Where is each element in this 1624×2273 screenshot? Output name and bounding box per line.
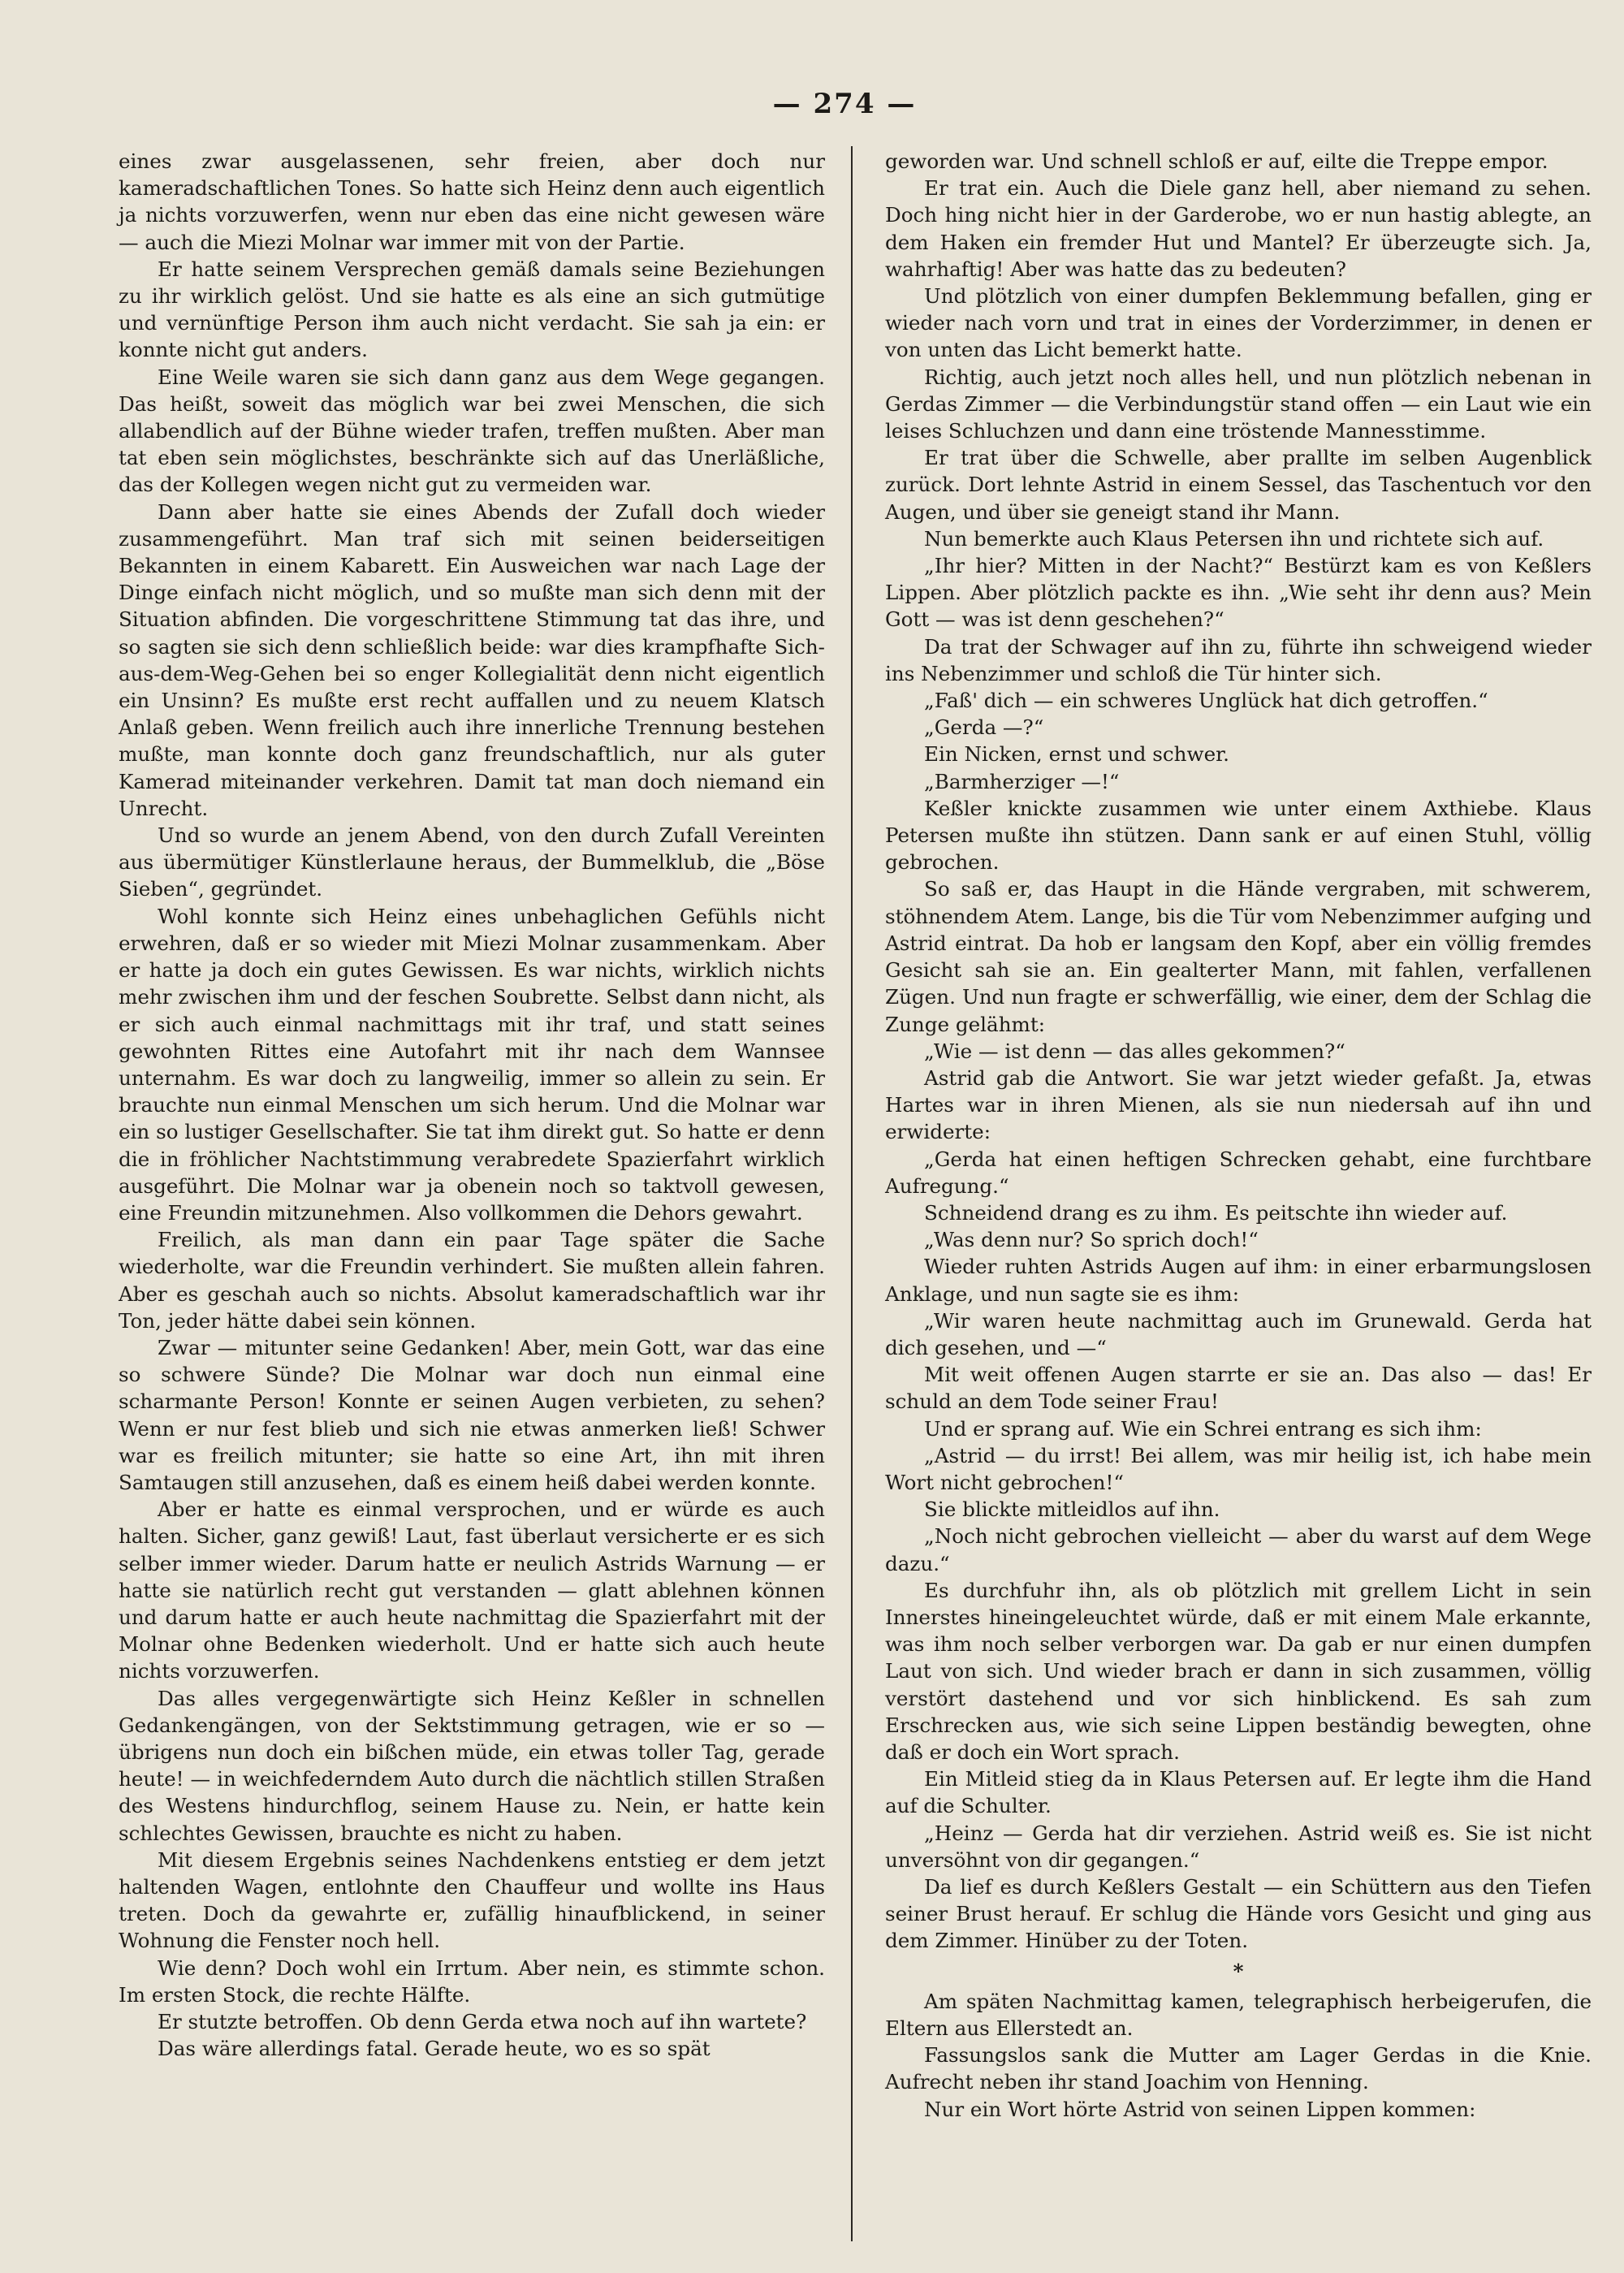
paragraph: „Wie — ist denn — das alles gekommen?“ [924,1039,1345,1063]
paragraph: Dann aber hatte sie eines Abends der Zufall doch wieder zusammengeführt. Man traf sich mit seinen beiderseitigen Bekannten in einem Kabarett. Ein Ausweichen war nach Lage der Dinge einfach nicht möglich, und so mußte man sich denn mit der Situation abfinden. Die vorgeschrittene Stimmung tat das ihre, und so sagten sie sich denn schließlich beide: war dies krampfhafte Sich-aus-dem-Weg-Gehen bei so enger Kollegialität denn nicht eigentlich ein Unsinn? Es mußte erst recht auffallen und zu neuem Klatsch Anlaß geben. Wenn freilich auch ihre innerliche Trennung bestehen mußte, man konnte doch ganz freundschaftlich, nur als guter Kamerad miteinander verkehren. Damit tat man doch niemand ein Unrecht. [119,499,825,820]
column-divider [851,146,853,2241]
paragraph: Schneidend drang es zu ihm. Es peitschte ihn wieder auf. [924,1200,1508,1225]
paragraph: Er trat ein. Auch die Diele ganz hell, aber niemand zu sehen. Doch hing nicht hier in der Garderobe, wo er nun hastig ablegte, an dem Haken ein fremder Hut und Mantel? Er überzeugte sich. Ja, wahrhaftig! Aber was hatte das zu bedeuten? [885,176,1592,281]
paragraph: Richtig, auch jetzt noch alles hell, und nun plötzlich nebenan in Gerdas Zimmer — die Verbindungstür stand offen — ein Laut wie ein leises Schluchzen und dann eine tröstende Mannesstimme. [885,365,1592,443]
paragraph: Er stutzte betroffen. Ob denn Gerda etwa noch auf ihn wartete? [158,2010,807,2034]
paragraph: Nun bemerkte auch Klaus Petersen ihn und richtete sich auf. [924,526,1544,551]
paragraph: Mit diesem Ergebnis seines Nachdenkens entstieg er dem jetzt haltenden Wagen, entlohnte den Chauffeur und wollte ins Haus treten. Doch da gewahrte er, zufällig hinaufblickend, in seiner Wohnung die Fenster noch hell. [119,1847,825,1953]
paragraph: „Astrid — du irrst! Bei allem, was mir heilig ist, ich habe mein Wort nicht gebrochen!“ [885,1443,1592,1494]
paragraph: Nur ein Wort hörte Astrid von seinen Lippen kommen: [924,2097,1476,2121]
paragraph: „Gerda hat einen heftigen Schrecken gehabt, eine furchtbare Aufregung.“ [885,1147,1592,1198]
paragraph: Zwar — mitunter seine Gedanken! Aber, mein Gott, war das eine so schwere Sünde? Die Molnar war doch nun einmal eine scharmante Person! Konnte er seinen Augen verbieten, zu sehen? Wenn er nur fest blieb und sich nie etwas anmerken ließ! Schwer war es freilich mitunter; sie hatte so eine Art, ihn mit ihren Samtaugen still anzusehen, daß es einem heiß dabei werden konnte. [119,1335,825,1494]
paragraph: geworden war. Und schnell schloß er auf, eilte die Treppe empor. [885,149,1548,173]
left-column [119,148,825,2062]
paragraph: Wieder ruhten Astrids Augen auf ihm: in einer erbarmungslosen Anklage, und nun sagte sie es ihm: [885,1255,1592,1306]
paragraph: „Barmherziger —!“ [924,769,1120,793]
paragraph: Keßler knickte zusammen wie unter einem Axthiebe. Klaus Petersen mußte ihn stützen. Dann sank er auf einen Stuhl, völlig gebrochen. [885,796,1592,875]
paragraph: Ein Mitleid stieg da in Klaus Petersen auf. Er legte ihm die Hand auf die Schulter. [885,1767,1592,1818]
paragraph: Astrid gab die Antwort. Sie war jetzt wieder gefaßt. Ja, etwas Hartes war in ihren Mienen, als sie nun niedersah auf ihn und erwiderte: [885,1065,1592,1144]
paragraph: Wohl konnte sich Heinz eines unbehaglichen Gefühls nicht erwehren, daß er so wieder mit Miezi Molnar zusammenkam. Aber er hatte ja doch ein gutes Gewissen. Es war nichts, wirklich nichts mehr zwischen ihm und der feschen Soubrette. Selbst dann nicht, als er sich auch einmal nachmittags mit ihr traf, und statt seines gewohnten Rittes eine Autofahrt mit ihr nach dem Wannsee unternahm. Es war doch zu langweilig, immer so allein zu sein. Er brauchte nun einmal Menschen um sich herum. Und die Molnar war ein so lustiger Gesellschafter. Sie tat ihm direkt gut. So hatte er denn die in fröhlicher Nachtstimmung verabredete Spazierfahrt wirklich ausgeführt. Die Molnar war ja obenein noch so taktvoll gewesen, eine Freundin mitzunehmen. Also vollkommen die Dehors gewahrt. [119,904,825,1225]
paragraph: „Noch nicht gebrochen vielleicht — aber du warst auf dem Wege dazu.“ [885,1524,1592,1575]
paragraph: eines zwar ausgelassenen, sehr freien, aber doch nur kameradschaftlichen Tones. So hatte sich Heinz denn auch eigentlich ja nichts vorzuwerfen, wenn nur eben das eine nicht gewesen wäre — auch die Miezi Molnar war immer mit von der Partie. [119,149,825,254]
paragraph: Am späten Nachmittag kamen, telegraphisch herbeigerufen, die Eltern aus Ellerstedt an. [885,1989,1592,2041]
paragraph: Eine Weile waren sie sich dann ganz aus dem Wege gegangen. Das heißt, soweit das möglich war bei zwei Menschen, die sich allabendlich auf der Bühne wieder trafen, treffen mußten. Aber man tat eben sein möglichstes, beschränkte sich auf das Unerläßliche, das der Kollegen wegen nicht gut zu vermeiden war. [119,365,825,497]
paragraph: „Ihr hier? Mitten in der Nacht?“ Bestürzt kam es von Keßlers Lippen. Aber plötzlich packte es ihn. „Wie seht ihr denn aus? Mein Gott — was ist denn geschehen?“ [885,554,1592,632]
paragraph: „Was denn nur? So sprich doch!“ [924,1228,1259,1252]
paragraph: Freilich, als man dann ein paar Tage später die Sache wiederholte, war die Freundin verhindert. Sie mußten allein fahren. Aber es geschah auch so nichts. Absolut kameradschaftlich war ihr Ton, jeder hätte dabei sein können. [119,1228,825,1333]
paragraph: Das wäre allerdings fatal. Gerade heute, wo es so spät [158,2037,710,2061]
paragraph: Er trat über die Schwelle, aber prallte im selben Augenblick zurück. Dort lehnte Astrid in einem Sessel, das Taschentuch vor den Augen, und über sie geneigt stand ihr Mann. [885,446,1592,524]
paragraph: Und plötzlich von einer dumpfen Beklemmung befallen, ging er wieder nach vorn und trat in eines der Vorderzimmer, in denen er von unten das Licht bemerkt hatte. [885,284,1592,362]
paragraph: Ein Nicken, ernst und schwer. [924,742,1229,767]
paragraph: Da trat der Schwager auf ihn zu, führte ihn schweigend wieder ins Nebenzimmer und schloß die Tür hinter sich. [885,634,1592,685]
paragraph: Aber er hatte es einmal versprochen, und er würde es auch halten. Sicher, ganz gewiß! Laut, fast überlaut versicherte er es sich selber immer wieder. Darum hatte er neulich Astrids Warnung — er hatte sie natürlich recht gut verstanden — glatt ablehnen können und darum hatte er auch heute nachmittag die Spazierfahrt mit der Molnar ohne Bedenken wiederholt. Und er hatte sich auch heute nichts vorzuwerfen. [119,1497,825,1683]
paragraph: Er hatte seinem Versprechen gemäß damals seine Beziehungen zu ihr wirklich gelöst. Und sie hatte es als eine an sich gutmütige und vernünftige Person ihm auch nicht verdacht. Sie sah ja ein: er konnte nicht gut anders. [119,257,825,362]
paragraph: Das alles vergegenwärtigte sich Heinz Keßler in schnellen Gedankengängen, von der Sektstimmung getragen, wie er so — übrigens nun doch ein bißchen müde, ein etwas toller Tag, gerade heute! — in weichfederndem Auto durch die nächtlich stillen Straßen des Westens hindurchflog, seinem Hause zu. Nein, er hatte kein schlechtes Gewissen, brauchte es nicht zu haben. [119,1686,825,1845]
paragraph: Und er sprang auf. Wie ein Schrei entrang es sich ihm: [924,1416,1482,1441]
paragraph: Sie blickte mitleidlos auf ihn. [924,1497,1220,1522]
paragraph: „Heinz — Gerda hat dir verziehen. Astrid weiß es. Sie ist nicht unversöhnt von dir gegangen.“ [885,1821,1592,1872]
paragraph: „Wir waren heute nachmittag auch im Grunewald. Gerda hat dich gesehen, und —“ [885,1308,1592,1359]
paragraph: So saß er, das Haupt in die Hände vergraben, mit schwerem, stöhnendem Atem. Lange, bis die Tür vom Nebenzimmer aufging und Astrid eintrat. Da hob er langsam den Kopf, aber ein völlig fremdes Gesicht sah sie an. Ein gealterter Mann, mit fahlen, verfallenen Zügen. Und nun fragte er schwerfällig, wie einer, dem der Schlag die Zunge gelähmt: [885,877,1592,1036]
paragraph: Und so wurde an jenem Abend, von den durch Zufall Vereinten aus übermütiger Künstlerlaune heraus, der Bummelklub, die „Böse Sieben“, gegründet. [119,823,825,901]
paragraph: Es durchfuhr ihn, als ob plötzlich mit grellem Licht in sein Innerstes hineingeleuchtet würde, daß er mit einem Male erkannte, was ihm noch selber verborgen war. Da gab er nur einen dumpfen Laut von sich. Und wieder brach er dann in sich zusammen, völlig verstört dastehend und vor sich hinblickend. Es sah zum Erschrecken aus, wie sich seine Lippen beständig bewegten, ohne daß er doch ein Wort sprach. [885,1578,1592,1764]
paragraph: Wie denn? Doch wohl ein Irrtum. Aber nein, es stimmte schon. Im ersten Stock, die rechte Hälfte. [119,1955,825,2007]
paragraph: Mit weit offenen Augen starrte er sie an. Das also — das! Er schuld an dem Tode seiner Frau! [885,1363,1592,1414]
paragraph: „Gerda —?“ [924,715,1044,740]
section-separator: * [1233,1959,1244,1983]
paragraph: Fassungslos sank die Mutter am Lager Gerdas in die Knie. Aufrecht neben ihr stand Joachim von Henning. [885,2043,1592,2094]
paragraph: Da lief es durch Keßlers Gestalt — ein Schüttern aus den Tiefen seiner Brust herauf. Er schlug die Hände vors Gesicht und ging aus dem Zimmer. Hinüber zu der Toten. [885,1875,1592,1953]
paragraph: „Faß' dich — ein schweres Unglück hat dich getroffen.“ [924,689,1488,713]
right-column [885,148,1592,2123]
page-number: — 274 — [772,88,917,120]
